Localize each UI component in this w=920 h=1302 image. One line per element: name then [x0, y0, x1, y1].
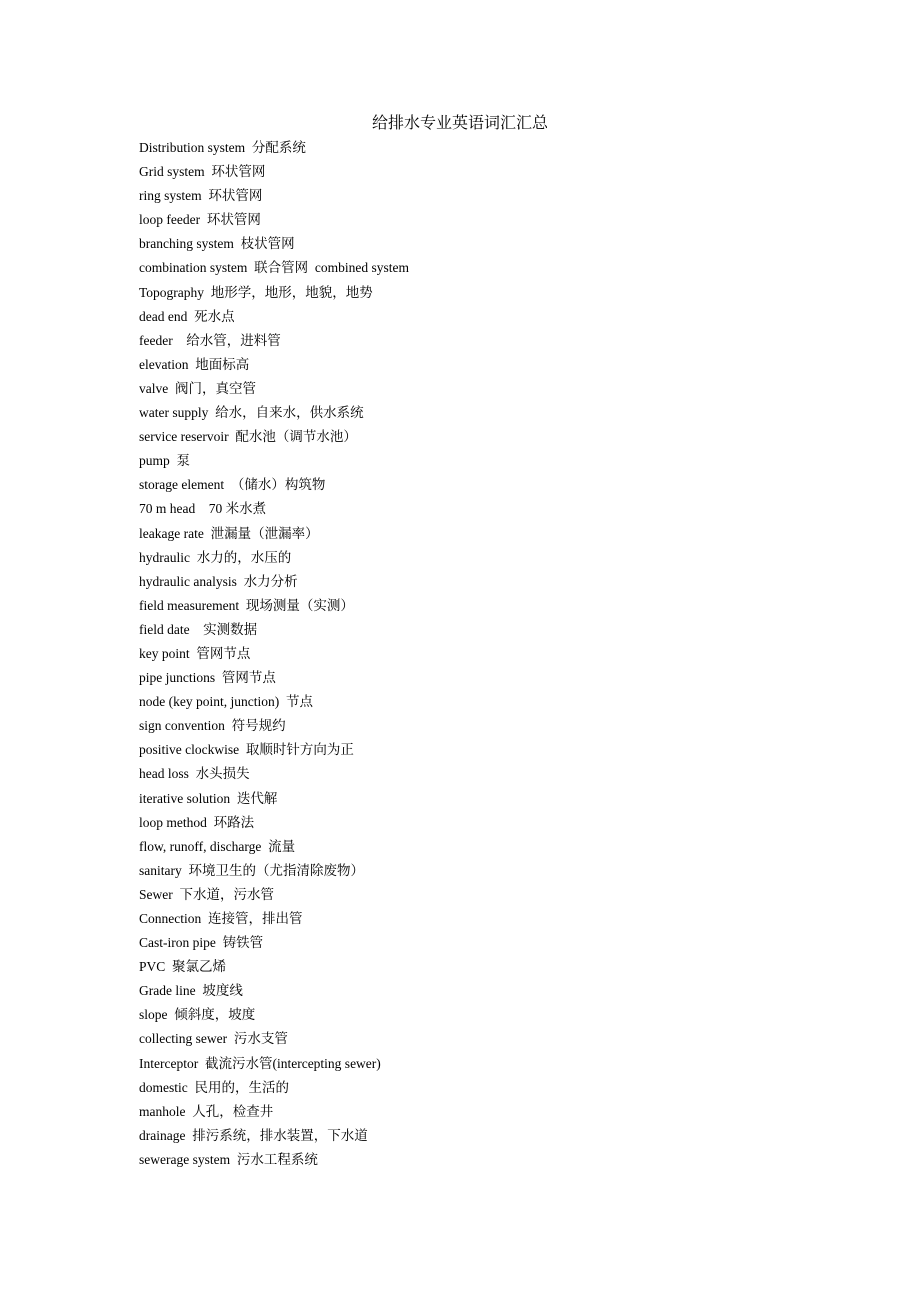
glossary-entry: branching system 枝状管网: [139, 236, 295, 252]
glossary-entry: dead end 死水点: [139, 308, 235, 324]
glossary-entry: sewerage system 污水工程系统: [139, 1151, 318, 1167]
glossary-entry: feeder 给水管，进料管: [139, 332, 281, 348]
glossary-entry: flow, runoff, discharge 流量: [139, 838, 296, 854]
glossary-entry: Grade line 坡度线: [139, 983, 243, 999]
glossary-entry: loop feeder 环状管网: [139, 212, 261, 228]
glossary-entry: loop method 环路法: [139, 814, 255, 830]
page-title: 给排水专业英语词汇汇总: [371, 115, 548, 132]
glossary-entry: service reservoir 配水池（调节水池）: [139, 429, 357, 445]
glossary-entry: Connection 连接管，排出管: [139, 911, 303, 926]
glossary-entry: water supply 给水，自来水，供水系统: [139, 405, 364, 421]
glossary-entry: Interceptor 截流污水管(intercepting sewer): [139, 1055, 381, 1071]
glossary-entry: ring system 环状管网: [139, 188, 263, 204]
glossary-entry: domestic 民用的，生活的: [139, 1079, 289, 1095]
glossary-entry: pump 泵: [139, 453, 191, 469]
glossary-entry: slope 倾斜度，坡度: [139, 1007, 256, 1023]
glossary-entry: sanitary 环境卫生的（尤指清除废物）: [139, 862, 364, 878]
glossary-entry: Sewer 下水道，污水管: [139, 886, 274, 902]
glossary-entry: storage element （储水）构筑物: [139, 477, 326, 493]
glossary-entry: Distribution system 分配系统: [139, 140, 306, 155]
glossary-entry: sign convention 符号规约: [139, 718, 286, 734]
glossary-list: [139, 137, 839, 1173]
glossary-entry: key point 管网节点: [139, 645, 251, 661]
glossary-entry: Topography 地形学，地形，地貌，地势: [139, 284, 373, 300]
glossary-entry: hydraulic 水力的，水压的: [139, 549, 292, 565]
glossary-entry: field measurement 现场测量（实测）: [139, 597, 354, 613]
glossary-entry: Grid system 环状管网: [139, 164, 266, 180]
glossary-entry: iterative solution 迭代解: [139, 790, 278, 806]
glossary-entry: valve 阀门，真空管: [139, 380, 256, 396]
glossary-entry: head loss 水头损失: [139, 766, 250, 782]
glossary-entry: drainage 排污系统，排水装置，下水道: [139, 1127, 368, 1143]
glossary-entry: field date 实测数据: [139, 621, 258, 637]
glossary-entry: pipe junctions 管网节点: [139, 670, 276, 686]
glossary-entry: leakage rate 泄漏量（泄漏率）: [139, 525, 319, 541]
glossary-entry: PVC 聚氯乙烯: [139, 959, 227, 975]
glossary-entry: 70 m head 70 米水煮: [139, 501, 267, 517]
glossary-entry: Cast-iron pipe 铸铁管: [139, 935, 264, 951]
glossary-entry: node (key point, junction) 节点: [139, 694, 313, 710]
glossary-entry: elevation 地面标高: [139, 356, 250, 372]
glossary-entry: combination system 联合管网 combined system: [139, 260, 409, 276]
glossary-entry: hydraulic analysis 水力分析: [139, 573, 298, 589]
glossary-entry: positive clockwise 取顺时针方向为正: [139, 742, 354, 758]
glossary-entry: manhole 人孔，检查井: [139, 1103, 274, 1119]
glossary-entry: collecting sewer 污水支管: [139, 1031, 288, 1047]
